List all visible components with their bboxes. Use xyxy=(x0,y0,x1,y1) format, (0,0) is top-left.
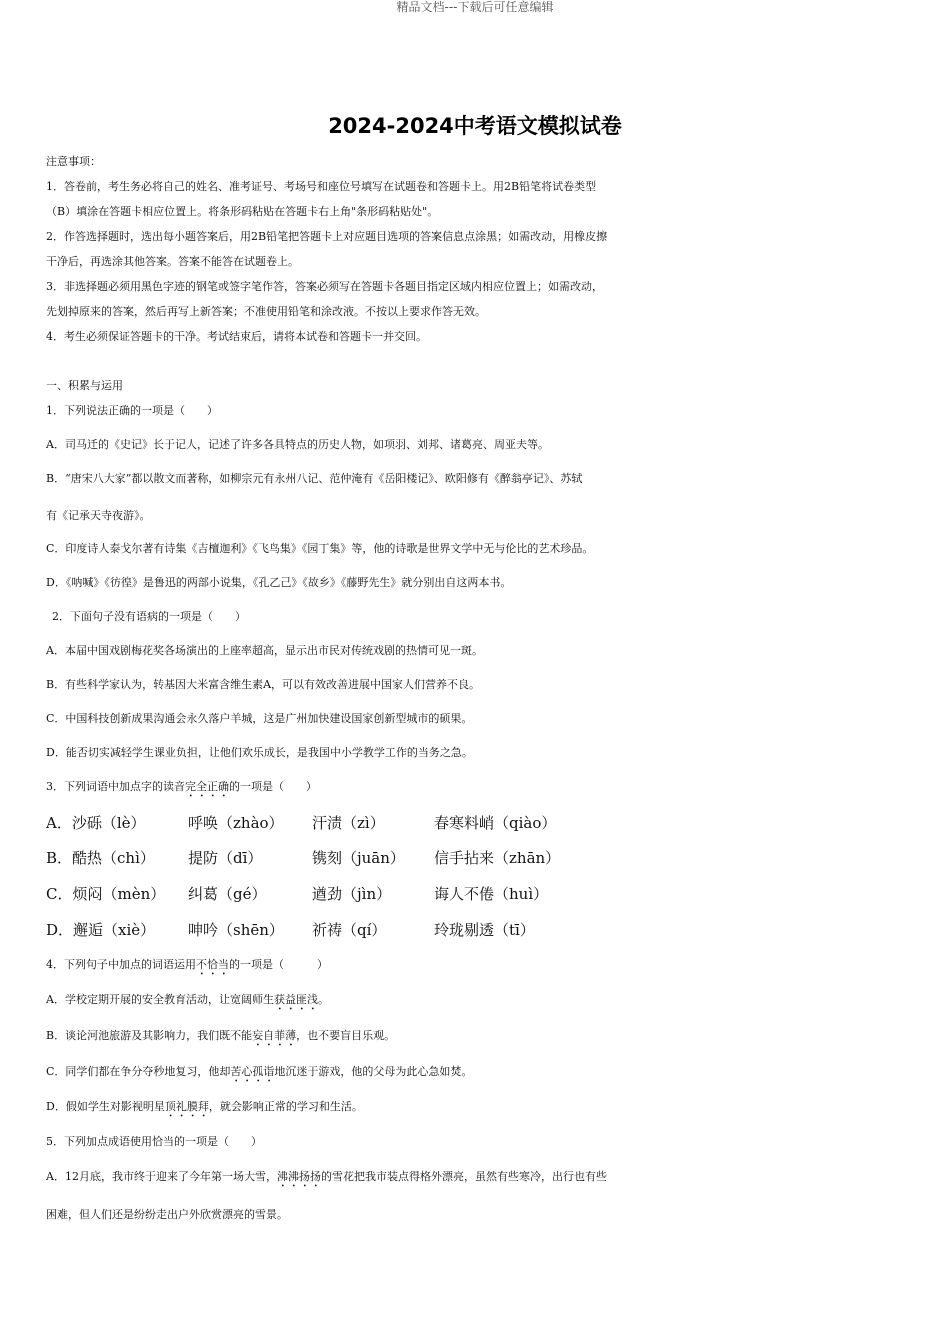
q4-stem-post: 的一项是（ ） xyxy=(229,958,328,971)
q4-option-c xyxy=(46,1062,906,1085)
q3-d-3: 祈祷（qí） xyxy=(312,921,387,939)
q1-stem: 1．下列说法正确的一项是（ ） xyxy=(46,404,218,417)
notice-line-7: 4．考生必须保证答题卡的干净。考试结束后，请将本试卷和答题卡一并交回。 xyxy=(46,330,427,343)
notice-line-6: 先划掉原来的答案，然后再写上新答案；不准使用铅笔和涂改液。不按以上要求作答无效。 xyxy=(46,305,486,318)
q1-option-c: C．印度诗人泰戈尔著有诗集《吉檀迦利》《飞鸟集》《园丁集》等，他的诗歌是世界文学中无与伦比的艺术珍品。 xyxy=(46,542,594,555)
q3-d-1: D．邂逅（xiè） xyxy=(46,921,156,939)
q1-option-b-line2: 有《记承天寺夜游》。 xyxy=(46,509,151,522)
q3-b-3: 镌刻（juān） xyxy=(312,849,405,867)
q2-stem: 2．下面句子没有语病的一项是（ ） xyxy=(52,610,246,623)
q3-a-3: 汗渍（zì） xyxy=(312,814,385,832)
notice-line-4: 干净后，再选涂其他答案。答案不能答在试题卷上。 xyxy=(46,255,299,268)
q2-option-b: B．有些科学家认为，转基因大米富含维生素A，可以有效改善进展中国家人们营养不良。 xyxy=(46,678,481,691)
q4-d-end: ，就会影响正常的学习和生活。 xyxy=(208,1100,363,1113)
q4-option-a xyxy=(46,990,906,1013)
q4-c-phrase: 苦心孤诣 xyxy=(230,1065,275,1078)
q3-c-1: C．烦闷（mèn） xyxy=(46,885,166,903)
q3-d-4: 玲珑剔透（tī） xyxy=(434,921,535,939)
header-note: 精品文档---下载后可任意编辑 xyxy=(396,0,554,14)
q3-b-2: 提防（dī） xyxy=(188,849,263,867)
q3-a-1: A．沙砾（lè） xyxy=(46,814,146,832)
q2-option-d: D．能否切实减轻学生课业负担，让他们欢乐成长，是我国中小学教学工作的当务之急。 xyxy=(46,746,473,759)
q5-a-phrase: 沸沸扬扬 xyxy=(276,1170,321,1183)
q3-stem-post: 的一项是（ ） xyxy=(229,780,317,793)
q3-a-4: 春寒料峭（qiào） xyxy=(434,814,557,832)
q3-c-3: 遒劲（jìn） xyxy=(312,885,392,903)
q4-option-d xyxy=(46,1097,906,1120)
notice-heading: 注意事项： xyxy=(46,155,101,168)
q5-stem: 5．下列加点成语使用恰当的一项是（ ） xyxy=(46,1135,262,1148)
q4-c-end: 地沉迷于游戏，他的父母为此心急如焚。 xyxy=(274,1065,473,1078)
q5-a-text: A．12月底，我市终于迎来了今年第一场大雪， xyxy=(46,1170,277,1183)
q3-b-1: B．酷热（chì） xyxy=(46,849,155,867)
q4-b-phrase: 妄自菲薄 xyxy=(252,1029,297,1042)
q4-option-b xyxy=(46,1026,906,1049)
q1-option-b-line1: B．“唐宋八大家”都以散文而著称，如柳宗元有永州八记、范仲淹有《岳阳楼记》、欧阳修有《醉翁亭记》、苏轼 xyxy=(46,472,583,485)
q5-a-end: 的雪花把我市装点得格外漂亮，虽然有些寒冷，出行也有些 xyxy=(320,1170,607,1183)
q4-a-phrase: 获益匪浅 xyxy=(273,993,318,1006)
q4-b-text: B．谈论河池旅游及其影响力，我们既不能 xyxy=(46,1029,253,1042)
notice-line-3: 2．作答选择题时，选出每小题答案后，用2B铅笔把答题卡上对应题目选项的答案信息点涂黑；如需改动，用橡皮擦 xyxy=(46,230,608,243)
q4-d-phrase: 顶礼膜拜 xyxy=(164,1100,209,1113)
q3-b-4: 信手拈来（zhān） xyxy=(434,849,561,867)
notice-line-2: （B）填涂在答题卡相应位置上。将条形码粘贴在答题卡右上角"条形码粘贴处"。 xyxy=(46,205,439,218)
q3-c-2: 纠葛（gé） xyxy=(188,885,267,903)
q4-a-text: A．学校定期开展的安全教育活动，让宽阔师生 xyxy=(46,993,274,1006)
notice-line-5: 3．非选择题必须用黑色字迹的钢笔或签字笔作答，答案必须写在答题卡各题目指定区域内相应位置上；如需改动， xyxy=(46,280,603,293)
q4-c-text: C．同学们都在争分夺秒地复习，他却 xyxy=(46,1065,231,1078)
q3-d-2: 呻吟（shēn） xyxy=(188,921,284,939)
q3-stem xyxy=(46,777,906,800)
q4-d-text: D．假如学生对影视明星 xyxy=(46,1100,165,1113)
q1-option-d: D．《呐喊》《彷徨》是鲁迅的两部小说集，《孔乙己》《故乡》《藤野先生》就分别出自这两本书。 xyxy=(46,576,512,589)
notice-line-1: 1．答卷前，考生务必将自己的姓名、准考证号、考场号和座位号填写在试题卷和答题卡上。用2B铅笔将试卷类型 xyxy=(46,180,597,193)
q3-stem-emphasis: 完全正确 xyxy=(185,780,229,793)
q4-stem-pre: 4．下列句子中加点的词语运用 xyxy=(46,958,196,971)
q3-c-4: 诲人不倦（huì） xyxy=(434,885,549,903)
q4-b-end: ，也不要盲目乐观。 xyxy=(296,1029,396,1042)
q5-option-a-line2: 困难，但人们还是纷纷走出户外欣赏漂亮的雪景。 xyxy=(46,1208,288,1221)
section-heading: 一、积累与运用 xyxy=(46,379,123,392)
q1-option-a: A．司马迁的《史记》长于记人，记述了许多各具特点的历史人物，如项羽、刘邦、诸葛亮、周亚夫等。 xyxy=(46,438,549,451)
q2-option-c: C．中国科技创新成果沟通会永久落户羊城，这是广州加快建设国家创新型城市的硕果。 xyxy=(46,712,473,725)
q3-stem-pre: 3．下列词语中加点字的读音 xyxy=(46,780,185,793)
q4-a-end: 。 xyxy=(317,993,329,1006)
q2-option-a: A．本届中国戏剧梅花奖各场演出的上座率超高，显示出市民对传统戏剧的热情可见一斑。 xyxy=(46,644,483,657)
q3-a-2: 呼唤（zhào） xyxy=(188,814,284,832)
q4-stem-emphasis: 不恰当 xyxy=(196,958,229,971)
q5-option-a-line1 xyxy=(46,1167,906,1190)
page-title: 2024-2024中考语文模拟试卷 xyxy=(328,114,622,138)
q4-stem xyxy=(46,955,906,978)
